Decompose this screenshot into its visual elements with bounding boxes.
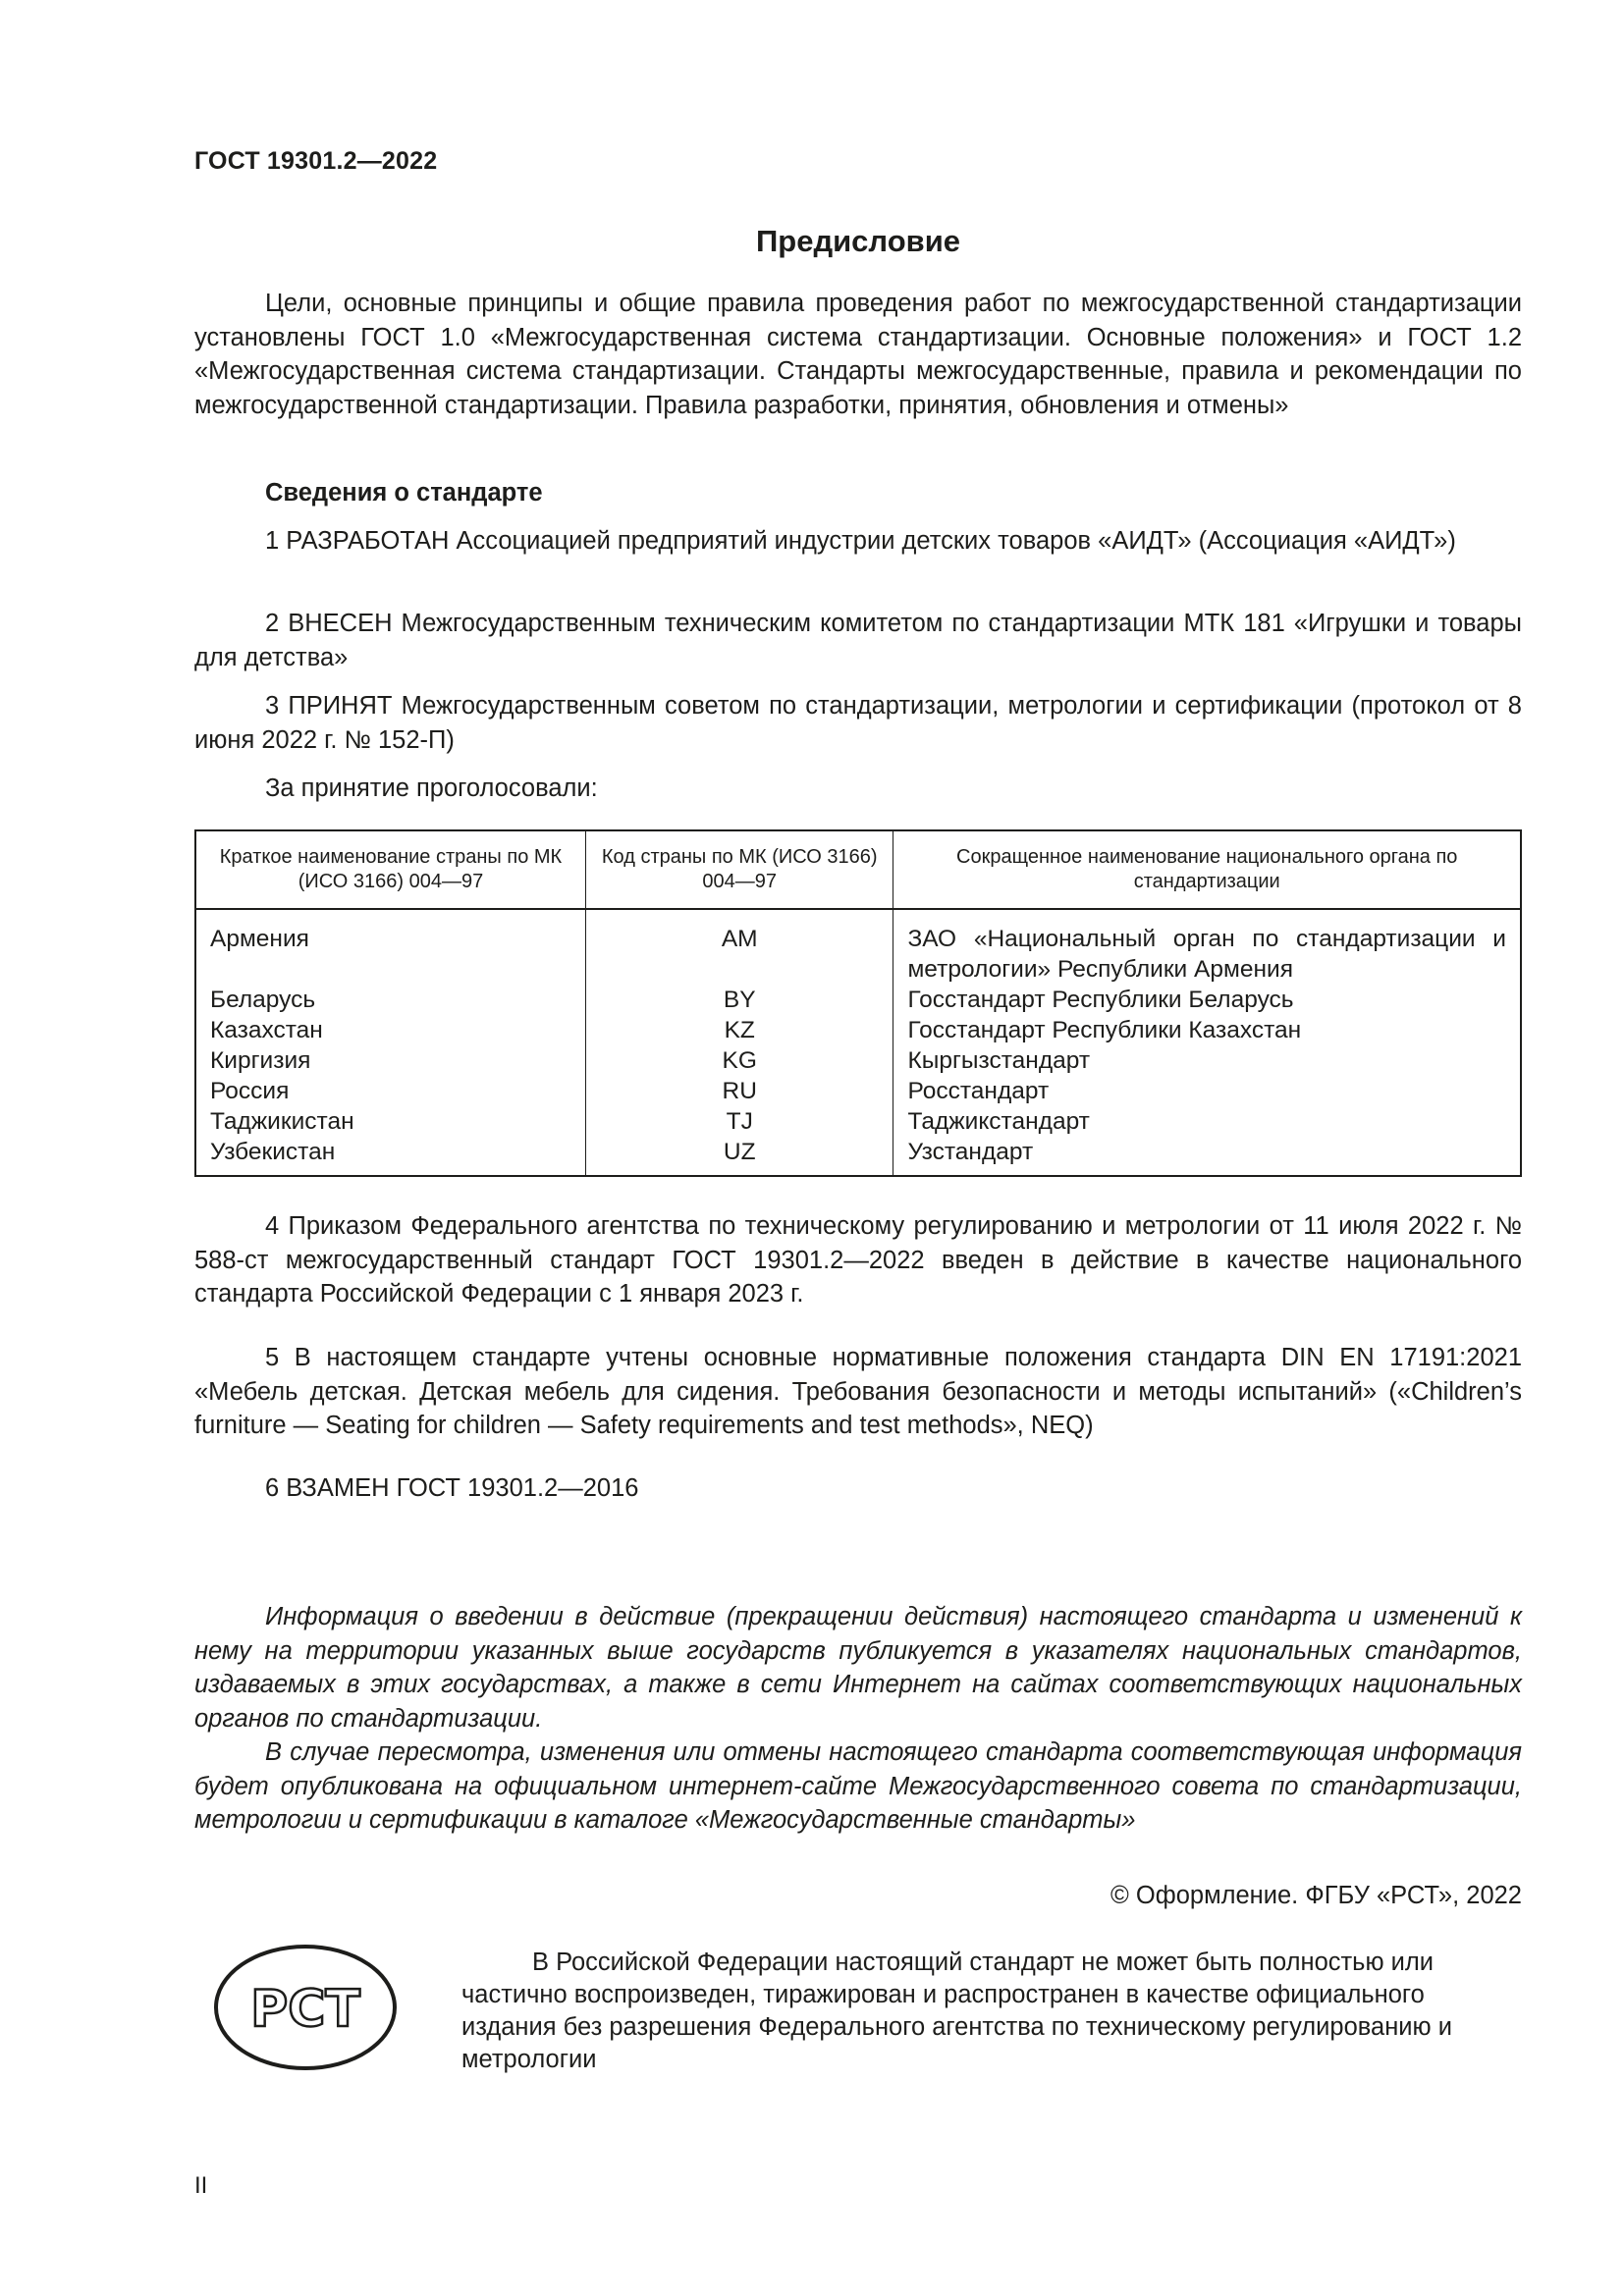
code-cell: BY [585,985,893,1015]
organization-cell: Госстандарт Республики Беларусь [893,985,1521,1015]
item-developed: 1 РАЗРАБОТАН Ассоциацией предприятий индустрии детских товаров «АИДТ» (Ассоциация «АИДТ») [265,527,1456,555]
document-page [194,0,1522,2296]
item-replaces: 6 ВЗАМЕН ГОСТ 19301.2—2016 [265,1474,639,1502]
country-cell: Россия [195,1076,585,1106]
organization-cell: Госстандарт Республики Казахстан [893,1015,1521,1045]
column-header-code: Код страны по МК (ИСО 3166) 004—97 [585,830,893,909]
rst-logo-icon [212,1942,399,2073]
note-revision: В случае пересмотра, изменения или отмены настоящего стандарта соответствующая информация будет опубликована на официальном интернет-сайте Межгосударственного совета по стандартизации, метрологии и сертификации в каталоге «Межгосударственные стандарты» [194,1738,1522,1834]
code-cell: KZ [585,1015,893,1045]
item-order: 4 Приказом Федерального агентства по техническому регулированию и метрологии от 11 июля 2022 г. № 588-ст межгосударственный стандарт ГОСТ 19301.2—2022 введен в действие в качестве национального стандарта Российской Федерации с 1 января 2023 г. [194,1212,1522,1308]
table-row [195,1076,1521,1106]
voted-label: За принятие проголосовали: [265,774,598,802]
item-basis-standard: 5 В настоящем стандарте учтены основные нормативные положения стандарта DIN EN 17191:2021 «Мебель детская. Детская мебель для сидения. Требования безопасности и методы испытаний» («Children’s furniture — Seating for children — Safety requirements and test methods», NEQ) [194,1344,1522,1439]
organization-cell: Узстандарт [893,1137,1521,1176]
voting-table [194,829,1522,1177]
table-row [195,1137,1521,1176]
table-row [195,1015,1521,1045]
rights-notice: В Российской Федерации настоящий стандарт не может быть полностью или частично воспроизведен, тиражирован и распространен в качестве официального издания без разрешения Федерального агентства по техническому регулированию и метрологии [461,1949,1452,2073]
country-cell: Киргизия [195,1045,585,1076]
country-cell: Казахстан [195,1015,585,1045]
country-cell: Таджикистан [195,1106,585,1137]
table-row [195,1106,1521,1137]
item-introduced: 2 ВНЕСЕН Межгосударственным техническим комитетом по стандартизации МТК 181 «Игрушки и товары для детства» [194,610,1522,671]
organization-cell: Кыргызстандарт [893,1045,1521,1076]
column-header-organization: Сокращенное наименование национального органа по стандартизации [893,830,1521,909]
code-cell: TJ [585,1106,893,1137]
page-title: Предисловие [755,224,960,258]
code-cell: KG [585,1045,893,1076]
code-cell: AM [585,909,893,985]
section-subheading: Сведения о стандарте [265,479,543,507]
table-header-row [195,830,1521,909]
copyright-line: © Оформление. ФГБУ «РСТ», 2022 [1110,1882,1522,1909]
code-cell: RU [585,1076,893,1106]
organization-cell: Росстандарт [893,1076,1521,1106]
country-cell: Армения [195,909,585,985]
rst-logo-text: РСТ [250,1980,360,2039]
organization-cell: ЗАО «Национальный орган по стандартизации и метрологии» Республики Армения [893,909,1521,985]
item-adopted: 3 ПРИНЯТ Межгосударственным советом по стандартизации, метрологии и сертификации (протокол от 8 июня 2022 г. № 152-П) [194,692,1522,754]
code-cell: UZ [585,1137,893,1176]
table-row [195,985,1521,1015]
organization-cell: Таджикстандарт [893,1106,1521,1137]
intro-paragraph: Цели, основные принципы и общие правила проведения работ по межгосударственной стандартизации установлены ГОСТ 1.0 «Межгосударственная система стандартизации. Основные положения» и ГОСТ 1.2 «Межгосударственная система стандартизации. Стандарты межгосударственные, правила и рекомендации по межгосударственной стандартизации. Правила разработки, принятия, обновления и отмены» [194,290,1522,419]
column-header-country: Краткое наименование страны по МК (ИСО 3166) 004—97 [195,830,585,909]
country-cell: Узбекистан [195,1137,585,1176]
note-information: Информация о введении в действие (прекращении действия) настоящего стандарта и изменений к нему на территории указанных выше государств публикуется в указателях национальных стандартов, издаваемых в этих государствах, а также в сети Интернет на сайтах соответствующих национальных органов по стандартизации. [194,1603,1522,1733]
table-row [195,909,1521,985]
document-code: ГОСТ 19301.2—2022 [194,147,438,175]
page-number: II [194,2172,208,2199]
table-row [195,1045,1521,1076]
country-cell: Беларусь [195,985,585,1015]
